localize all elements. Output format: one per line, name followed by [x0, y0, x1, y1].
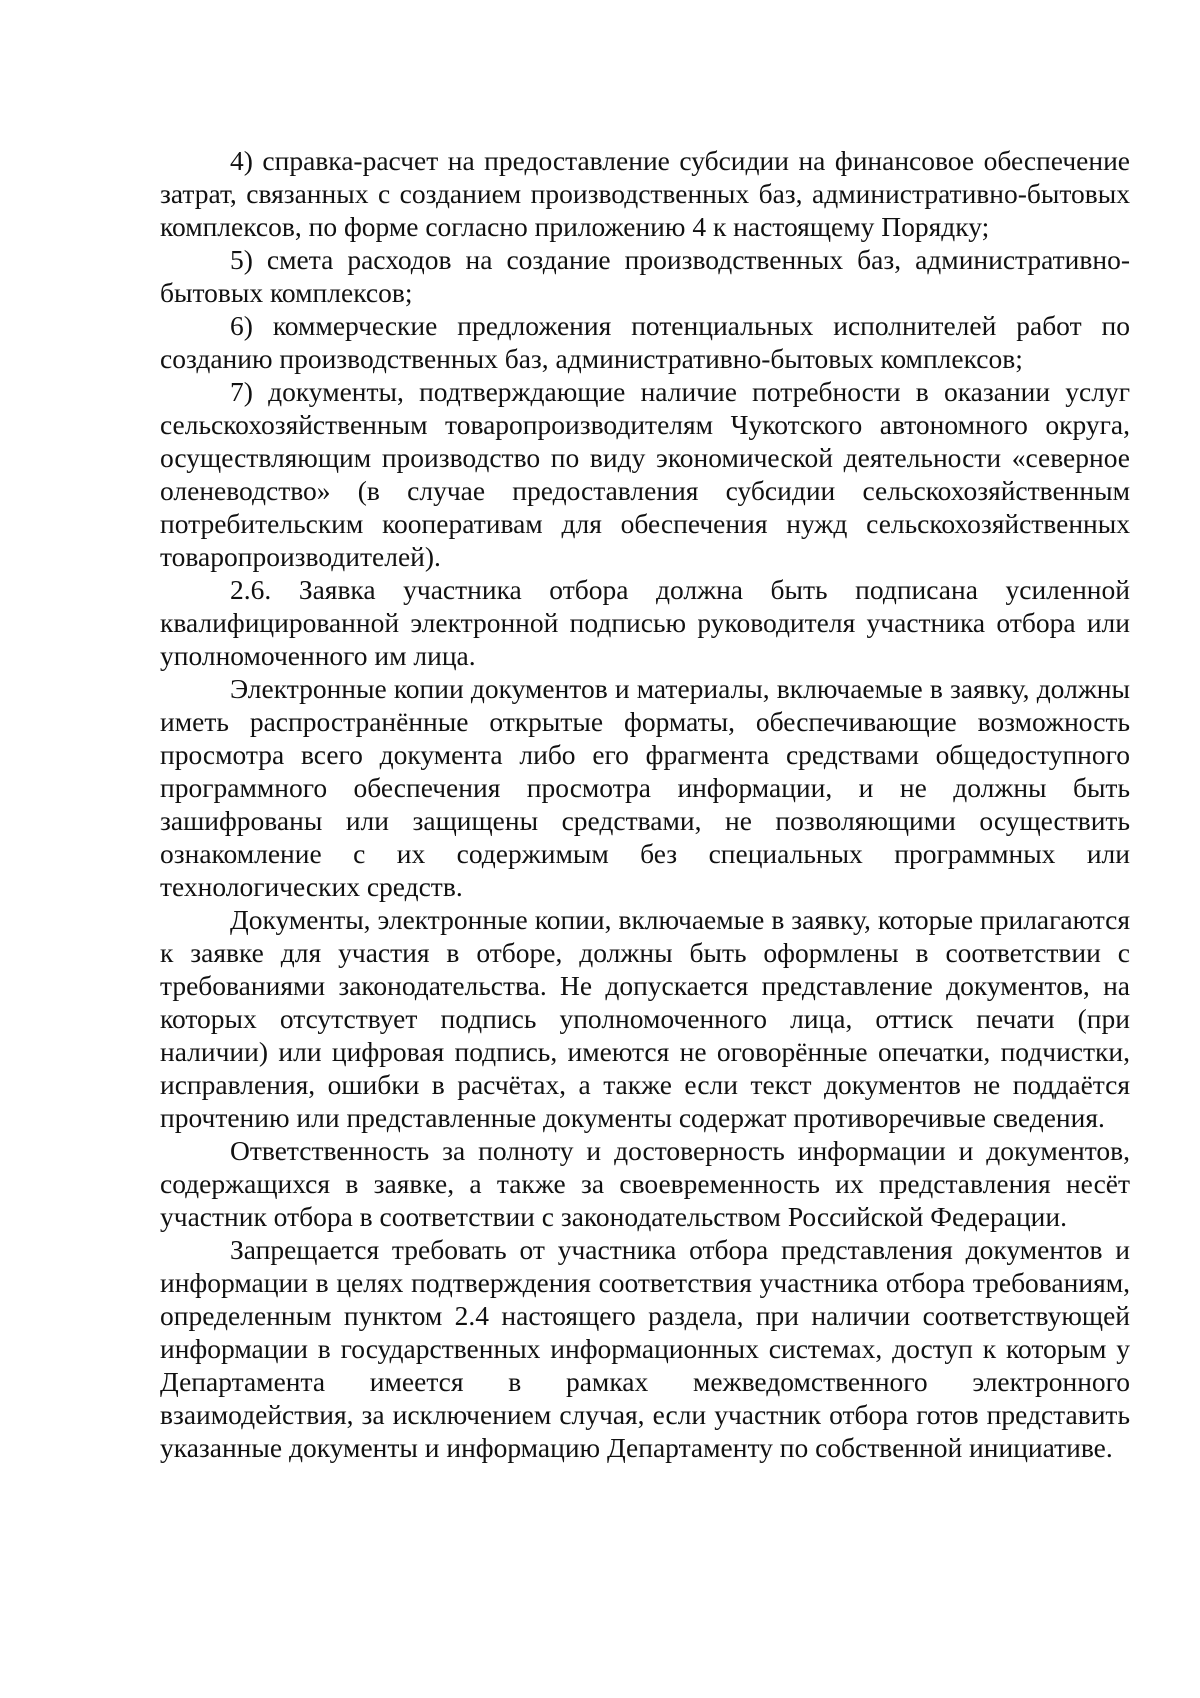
- paragraph-item-5-estimate: 5) смета расходов на создание производственных баз, административно-бытовых комплексов;: [160, 244, 1130, 308]
- paragraph-electronic-copies: Электронные копии документов и материалы, включаемые в заявку, должны иметь распространённые открытые форматы, обеспечивающие возможность просмотра всего документа либо его фрагмента средствами общедоступного программного обеспечения просмотра информации, и не должны быть зашифрованы или защищены средствами, не позволяющими осуществить ознакомление с их содержимым без специальных программных или технологических средств.: [160, 673, 1130, 902]
- paragraph-documents-requirements: Документы, электронные копии, включаемые в заявку, которые прилагаются к заявке для участия в отборе, должны быть оформлены в соответствии с требованиями законодательства. Не допускается представление документов, на которых отсутствует подпись уполномоченного лица, оттиск печати (при наличии) или цифровая подпись, имеются не оговорённые опечатки, подчистки, исправления, ошибки в расчётах, а также если текст документов не поддаётся прочтению или представленные документы содержат противоречивые сведения.: [160, 904, 1130, 1133]
- paragraph-responsibility: Ответственность за полноту и достоверность информации и документов, содержащихся в заявке, а также за своевременность их представления несёт участник отбора в соответствии с законодательством Российской Федерации.: [160, 1135, 1130, 1232]
- document-page: [160, 144, 1130, 1464]
- paragraph-item-6-offers: 6) коммерческие предложения потенциальных исполнителей работ по созданию производственных баз, административно-бытовых комплексов;: [160, 310, 1130, 374]
- paragraph-item-7-documents: 7) документы, подтверждающие наличие потребности в оказании услуг сельскохозяйственным товаропроизводителям Чукотского автономного округа, осуществляющим производство по виду экономической деятельности «северное оленеводство» (в случае предоставления субсидии сельскохозяйственным потребительским кооперативам для обеспечения нужд сельскохозяйственных товаропроизводителей).: [160, 376, 1130, 572]
- paragraph-section-2-6: 2.6. Заявка участника отбора должна быть подписана усиленной квалифицированной электронной подписью руководителя участника отбора или уполномоченного им лица.: [160, 574, 1130, 671]
- paragraph-item-4-calculation: 4) справка-расчет на предоставление субсидии на финансовое обеспечение затрат, связанных с созданием производственных баз, административно-бытовых комплексов, по форме согласно приложению 4 к настоящему Порядку;: [160, 145, 1130, 242]
- paragraph-prohibition: Запрещается требовать от участника отбора представления документов и информации в целях подтверждения соответствия участника отбора требованиям, определенным пунктом 2.4 настоящего раздела, при наличии соответствующей информации в государственных информационных системах, доступ к которым у Департамента имеется в рамках межведомственного электронного взаимодействия, за исключением случая, если участник отбора готов представить указанные документы и информацию Департаменту по собственной инициативе.: [160, 1234, 1130, 1463]
